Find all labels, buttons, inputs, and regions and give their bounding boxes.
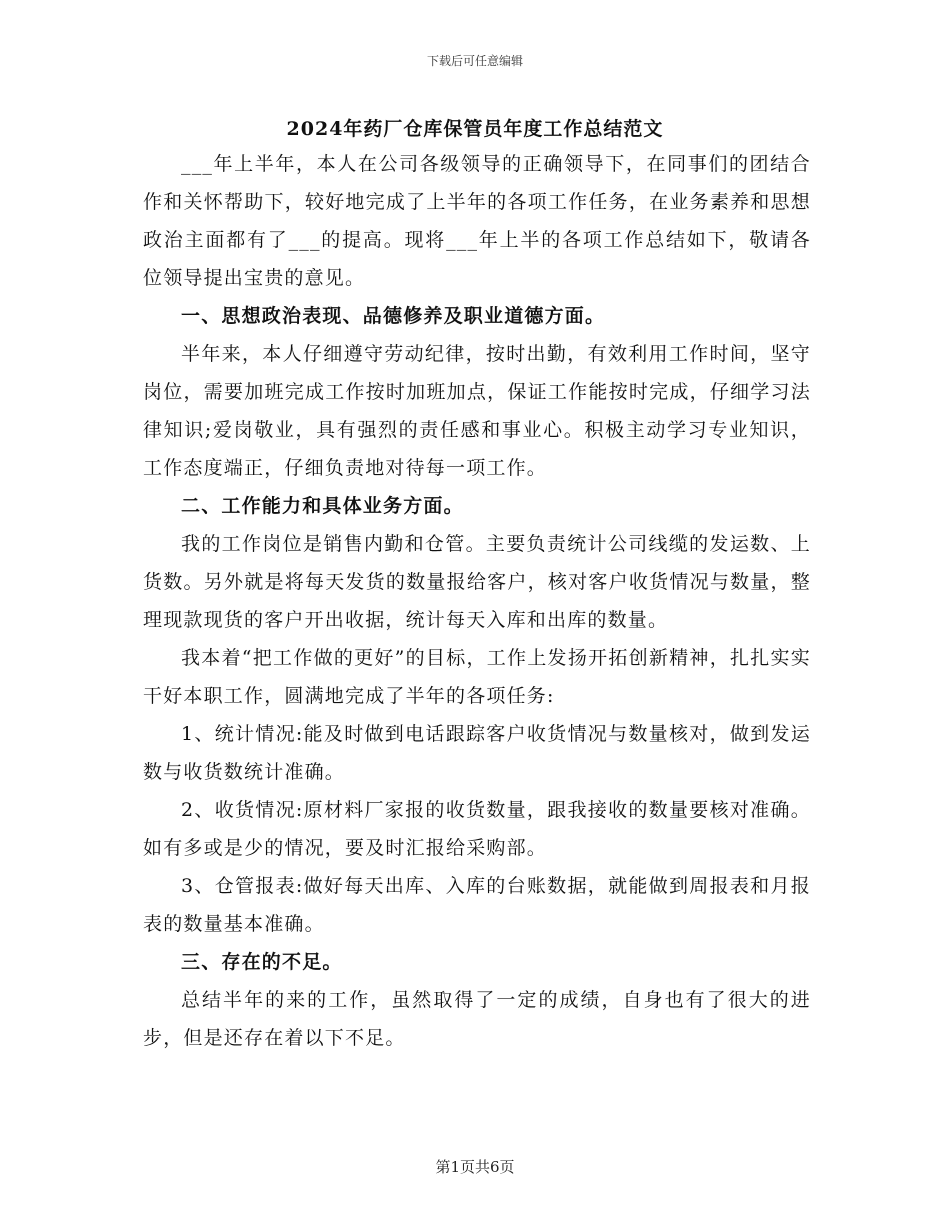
section-heading-2: 二、工作能力和具体业务方面。 bbox=[181, 495, 464, 517]
section-heading-3: 三、存在的不足。 bbox=[181, 951, 343, 973]
page-number: 第1页共6页 bbox=[435, 1158, 515, 1176]
section-2-paragraph-2: 我本着“把工作做的更好”的目标，工作上发扬开拓创新精神，扎扎实实干好本职工作，圆满地完成了半年的各项任务: bbox=[143, 647, 811, 707]
intro-paragraph: ___年上半年，本人在公司各级领导的正确领导下，在同事们的团结合作和关怀帮助下，较好地完成了上半年的各项工作任务，在业务素养和思想政治主面都有了___的提高。现将___年上半的各项工作总结如下，敬请各位领导提出宝贵的意见。 bbox=[143, 153, 811, 289]
section-2-paragraph-1: 我的工作岗位是销售内勤和仓管。主要负责统计公司线缆的发运数、上货数。另外就是将每天发货的数量报给客户，核对客户收货情况与数量，整理现款现货的客户开出收据，统计每天入库和出库的数量。 bbox=[143, 533, 811, 631]
section-1-paragraph: 半年来，本人仔细遵守劳动纪律，按时出勤，有效利用工作时间，坚守岗位，需要加班完成工作按时加班加点，保证工作能按时完成，仔细学习法律知识;爱岗敬业，具有强烈的责任感和事业心。积极主动学习专业知识，工作态度端正，仔细负责地对待每一项工作。 bbox=[143, 343, 811, 479]
list-item-reports: 3、仓管报表:做好每天出库、入库的台账数据，就能做到周报表和月报表的数量基本准确。 bbox=[143, 875, 811, 935]
list-item-receiving: 2、收货情况:原材料厂家报的收货数量，跟我接收的数量要核对准确。如有多或是少的情况，要及时汇报给采购部。 bbox=[143, 799, 811, 859]
list-item-statistics: 1、统计情况:能及时做到电话跟踪客户收货情况与数量核对，做到发运数与收货数统计准确。 bbox=[143, 723, 811, 783]
document-body bbox=[143, 145, 811, 1057]
section-3-paragraph: 总结半年的来的工作，虽然取得了一定的成绩，自身也有了很大的进步，但是还存在着以下不足。 bbox=[143, 989, 811, 1049]
section-heading-1: 一、思想政治表现、品德修养及职业道德方面。 bbox=[181, 305, 606, 327]
header-note: 下载后可任意编辑 bbox=[426, 54, 523, 68]
document-title: 2024年药厂仓库保管员年度工作总结范文 bbox=[286, 118, 664, 140]
